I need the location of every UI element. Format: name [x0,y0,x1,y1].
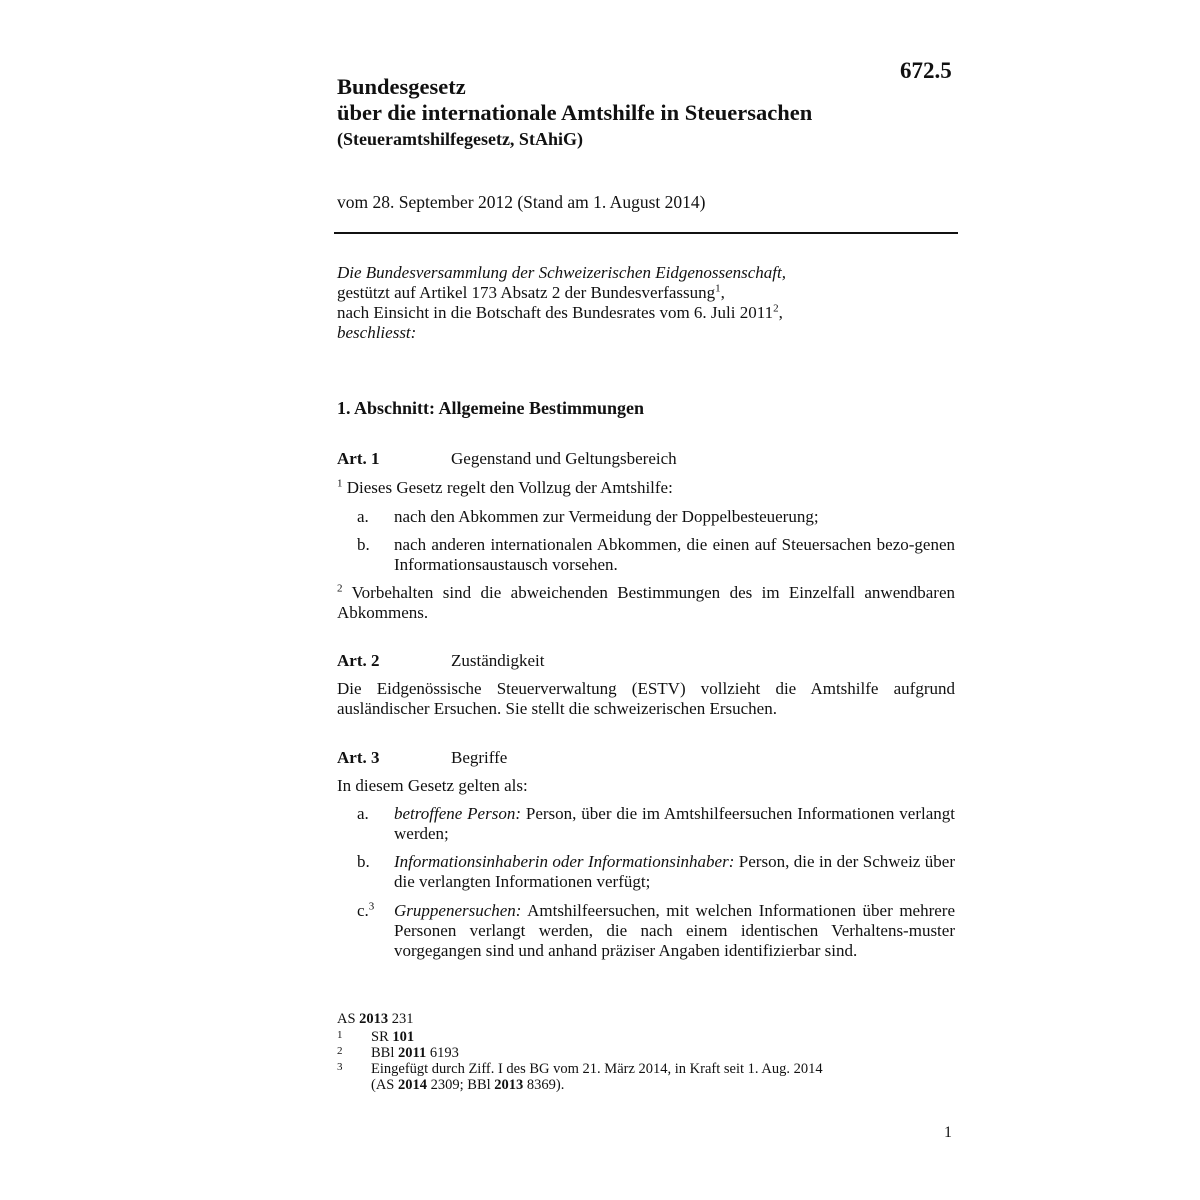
article-2-title: Zuständigkeit [451,651,545,670]
footnote-3 [337,1061,957,1077]
official-collection-ref [337,1011,957,1029]
fn1-prefix: SR [371,1029,389,1045]
footnote-ref-3[interactable]: 3 [368,900,375,913]
item-text: nach den Abkommen zur Vermeidung der Doppelbesteuerung; [394,507,819,526]
fn2-year: 2011 [398,1045,427,1061]
article-3-item-a [337,804,955,844]
fn3-as-year: 2014 [398,1077,427,1093]
preamble [337,263,957,343]
footnote-text [371,1077,564,1093]
preamble-assembly: Die Bundesversammlung der Schweizerischen Eidgenossenschaft, [337,263,786,282]
footnote-number: 1 [337,1029,343,1041]
item-definition: Person, über die im Amtshilfeersuchen Informationen verlangt werden; [394,804,956,843]
article-3-intro: In diesem Gesetz gelten als: [337,776,528,795]
item-text: nach anderen internationalen Abkommen, die einen auf Steuersachen bezo-genen Informationsaustausch vorsehen. [394,535,955,574]
footnote-text [371,1045,459,1061]
item-text [394,804,955,844]
article-1-paragraph-2 [337,583,955,623]
article-3-number: Art. 3 [337,748,380,767]
article-2-text: Die Eidgenössische Steuerverwaltung (ESTV) vollzieht die Amtshilfe aufgrund ausländischer Ersuchen. Sie stellt die schweizerischen Ersuchen. [337,679,955,718]
item-term: Informationsinhaberin oder Informationsinhaber: [394,852,735,871]
fn3-open: (AS [371,1077,395,1093]
preamble-basis [337,283,957,303]
as-year: 2013 [359,1011,389,1027]
as-page: 231 [391,1011,414,1027]
item-label [357,901,374,921]
fn1-ref: 101 [392,1029,415,1045]
item-label-text: c. [357,901,369,920]
article-3-item-c [337,901,955,961]
article-3-item-b [337,852,955,892]
item-label: b. [357,535,370,554]
fn3-bbl-year: 2013 [494,1077,524,1093]
footnote-2 [337,1045,957,1061]
item-label: a. [357,804,369,823]
item-label: a. [357,507,369,526]
footnote-3-continued [337,1077,957,1093]
footnote-number: 3 [337,1061,343,1073]
fn2-prefix: BBl [371,1045,395,1061]
item-label: b. [357,852,370,871]
fn3-as-page: 2309; BBl [430,1077,491,1093]
paragraph-number: 1 [337,477,343,490]
title-line-1: Bundesgesetz [337,74,466,99]
item-definition: Amtshilfeersuchen, mit welchen Informationen über mehrere Personen verlangt werden, die nach einem identischen Verhaltens-muster vorgegangen sind und anhand präziser Angaben identifizierbar sind. [394,901,955,960]
article-1-paragraph-1 [337,478,955,498]
preamble-resolves: beschliesst: [337,323,417,342]
article-3-title: Begriffe [451,748,508,767]
footnotes [337,1011,957,1093]
article-1-heading [337,449,957,469]
footnote-ref-1[interactable]: 1 [715,282,721,295]
preamble-basis-end: , [720,283,725,302]
article-1-title: Gegenstand und Geltungsbereich [451,449,677,468]
title-line-2: über die internationale Amtshilfe in Steuersachen [337,100,813,125]
footnote-ref-2[interactable]: 2 [773,302,779,315]
paragraph-text: Vorbehalten sind die abweichenden Bestimmungen des im Einzelfall anwendbaren Abkommens. [337,583,955,622]
paragraph-number: 2 [337,582,343,595]
article-3-heading [337,748,957,768]
law-title [337,74,937,126]
item-term: Gruppenersuchen: [394,901,522,920]
preamble-message-text: nach Einsicht in die Botschaft des Bundesrates vom 6. Juli 2011 [337,303,774,322]
fn2-page: 6193 [429,1045,459,1061]
page-number: 1 [944,1124,952,1141]
article-2-number: Art. 2 [337,651,380,670]
item-definition: Person, die in der Schweiz über die verlangten Informationen verfügt; [394,852,955,891]
footnote-1 [337,1029,957,1045]
law-short-title: (Steueramtshilfegesetz, StAhiG) [337,129,583,149]
preamble-basis-text: gestützt auf Artikel 173 Absatz 2 der Bundesverfassung [337,283,716,302]
footnote-text [371,1029,414,1045]
article-1-item-a [337,507,955,527]
paragraph-text: Dieses Gesetz regelt den Vollzug der Amtshilfe: [346,478,673,497]
header-divider [334,232,958,234]
law-date: vom 28. September 2012 (Stand am 1. August 2014) [337,192,706,212]
section-heading: 1. Abschnitt: Allgemeine Bestimmungen [337,398,645,418]
fn3-bbl-page: 8369). [526,1077,565,1093]
footnote-number: 2 [337,1045,343,1057]
item-text [394,901,955,961]
article-1-number: Art. 1 [337,449,380,468]
footnote-text: Eingefügt durch Ziff. I des BG vom 21. März 2014, in Kraft seit 1. Aug. 2014 [371,1061,823,1077]
preamble-message [337,303,957,323]
sr-number: 672.5 [900,58,952,83]
item-term: betroffene Person: [394,804,521,823]
preamble-message-end: , [778,303,783,322]
item-text [394,852,955,892]
article-1-item-b [337,535,955,575]
article-2-heading [337,651,957,671]
as-prefix: AS [337,1011,356,1027]
